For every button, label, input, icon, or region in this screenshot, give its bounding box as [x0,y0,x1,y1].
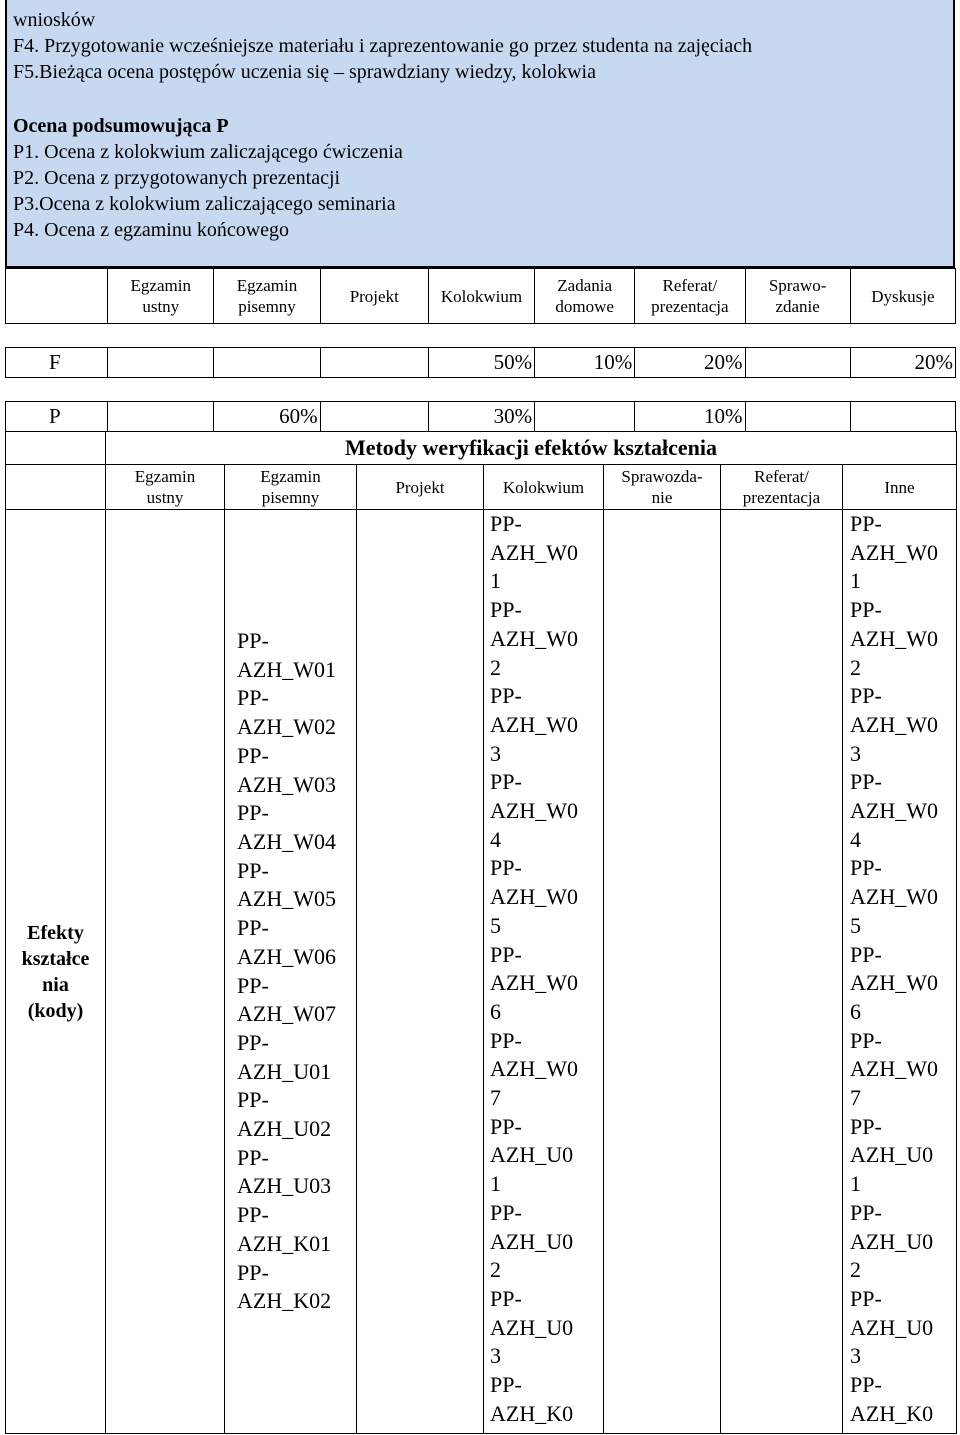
codes-inne: PP- AZH_W0 1 PP- AZH_W0 2 PP- AZH_W0 3 PP- AZH_W0 4 PP- AZH_W0 5 PP- AZH_W0 6 PP- AZH_W0 7 PP- AZH_U0 1 PP- AZH_U0 2 PP- AZH_U0 3 PP- AZH_K0 [843,510,957,1434]
header-zadania-domowe: Zadania domowe [535,269,635,324]
cell [745,348,850,378]
header-dyskusje: Dyskusje [850,269,955,324]
header-egzamin-pisemny: Egzamin pisemny [225,465,357,510]
header-referat: Referat/ prezentacja [721,465,843,510]
header-projekt: Projekt [320,269,428,324]
methods-table [5,431,957,1434]
cell [108,402,214,432]
summary-item: P2. Ocena z przygotowanych prezentacji [13,167,341,189]
codes-egzamin-pisemny: PP- AZH_W01 PP- AZH_W02 PP- AZH_W03 PP- AZH_W04 PP- AZH_W05 PP- AZH_W06 PP- AZH_W07 PP- AZH_U01 PP- AZH_U02 PP- AZH_U03 PP- AZH_K01 PP- AZH_K02 [225,510,357,1434]
cell: 10% [635,402,745,432]
cell: 20% [850,348,955,378]
cell: 20% [635,348,745,378]
methods-title: Metody weryfikacji efektów kształcenia [106,432,957,465]
cell: 50% [428,348,534,378]
cell-projekt [357,510,484,1434]
effects-label: Efekty kształce nia (kody) [6,510,106,1434]
cell: 30% [428,402,534,432]
cell-sprawozdanie [604,510,721,1434]
cell: 10% [535,348,635,378]
header-kolokwium: Kolokwium [428,269,534,324]
corner-cell [6,465,106,510]
weights-table [5,268,956,432]
header-egzamin-ustny: Egzamin ustny [106,465,225,510]
cell [320,402,428,432]
header-egzamin-pisemny: Egzamin pisemny [214,269,320,324]
cell [745,402,850,432]
cell [535,402,635,432]
assessment-description [5,0,955,268]
text-line: F5.Bieżąca ocena postępów uczenia się – sprawdziany wiedzy, kolokwia [13,61,596,83]
cell [320,348,428,378]
corner-cell [6,269,108,324]
header-egzamin-ustny: Egzamin ustny [108,269,214,324]
summary-item: P1. Ocena z kolokwium zaliczającego ćwiczenia [13,141,403,163]
cell [108,348,214,378]
text-line: wniosków [13,9,96,31]
header-kolokwium: Kolokwium [484,465,604,510]
cell [850,402,955,432]
row-p [6,402,956,432]
header-inne: Inne [843,465,957,510]
summary-heading: Ocena podsumowująca P [13,115,229,137]
header-sprawozdanie: Sprawozda- nie [604,465,721,510]
cell-referat [721,510,843,1434]
row-label: F [6,348,108,378]
cell-egzamin-ustny [106,510,225,1434]
summary-item: P4. Ocena z egzaminu końcowego [13,219,290,241]
header-referat: Referat/ prezentacja [635,269,745,324]
header-sprawozdanie: Sprawo- zdanie [745,269,850,324]
cell: 60% [214,402,320,432]
header-projekt: Projekt [357,465,484,510]
cell [214,348,320,378]
summary-item: P3.Ocena z kolokwium zaliczającego seminaria [13,193,396,215]
row-f [6,348,956,378]
row-label: P [6,402,108,432]
codes-kolokwium: PP- AZH_W0 1 PP- AZH_W0 2 PP- AZH_W0 3 PP- AZH_W0 4 PP- AZH_W0 5 PP- AZH_W0 6 PP- AZH_W0 7 PP- AZH_U0 1 PP- AZH_U0 2 PP- AZH_U0 3 PP- AZH_K0 [484,510,604,1434]
text-line: F4. Przygotowanie wcześniejsze materiału i zaprezentowanie go przez studenta na zajęciach [13,35,753,57]
